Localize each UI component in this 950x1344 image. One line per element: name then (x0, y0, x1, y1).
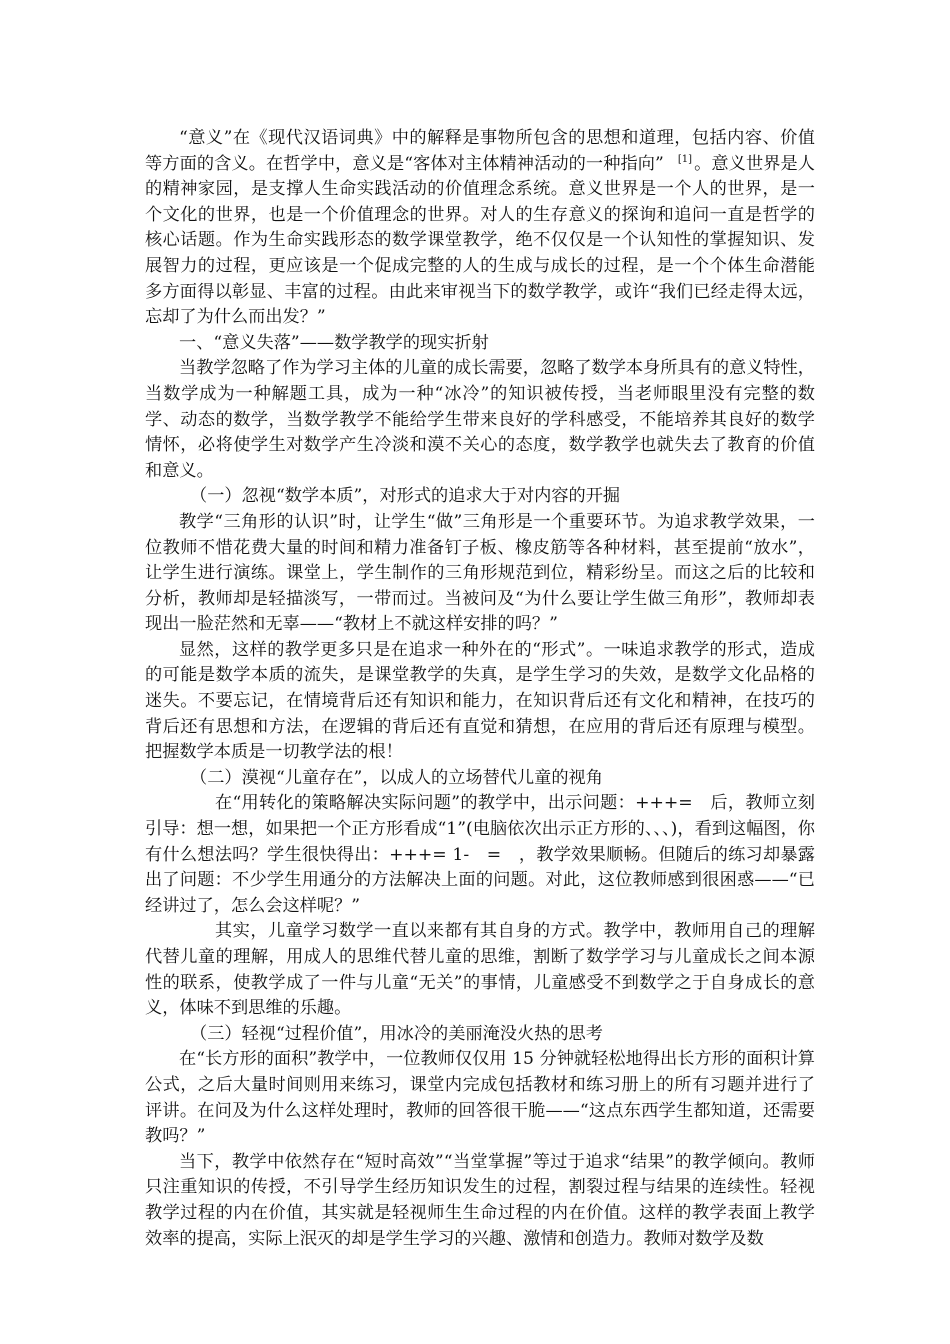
document-page (145, 126, 815, 1252)
result-orientation-paragraph: 当下，教学中依然存在“短时高效”“当堂掌握”等过于追求“结果”的教学倾向。教师只注重知识的传授，不引导学生经历知识发生的过程，割裂过程与结果的连续性。轻视教学过程的内在价值，其实就是轻视师生生命过程的内在价值。这样的教学表面上教学效率的提高，实际上泯灭的却是学生学习的兴趣、激情和创造力。教师对数学及数 (145, 1151, 815, 1249)
intro-paragraph (145, 126, 815, 331)
triangle-example-paragraph: 教学“三角形的认识”时，让学生“做”三角形是一个重要环节。为追求教学效果，一位教师不惜花费大量的时间和精力准备钉子板、橡皮筋等各种材料，甚至提前“放水”，让学生进行演练。课堂上，学生制作的三角形规范到位，精彩纷呈。而这之后的比较和分析，教师却是轻描淡写，一带而过。当被问及“为什么要让学生做三角形”，教师却表现出一脸茫然和无辜——“教材上不就这样安排的吗？” (145, 511, 815, 635)
intro-text-part-2: 。意义世界是人的精神家园，是支撑人生命实践活动的价值理念系统。意义世界是一个人的世界，是一个文化的世界，也是一个价值理念的世界。对人的生存意义的探询和追问一直是哲学的核心话题。作为生命实践形态的数学课堂教学，绝不仅仅是一个认知性的掌握知识、发展智力的过程，更应该是一个促成完整的人的生成与成长的过程，是一个个体生命潜能多方面得以彰显、丰富的过程。由此来审视当下的数学教学，或许“我们已经走得太远，忘却了为什么而出发？” (145, 153, 815, 328)
section-1-paragraph: 当教学忽略了作为学习主体的儿童的成长需要，忽略了数学本身所具有的意义特性，当数学成为一种解题工具，成为一种“冰冷”的知识被传授，当老师眼里没有完整的数学、动态的数学，当数学教学不能给学生带来良好的学科感受，不能培养其良好的数学情怀，必将使学生对数学产生冷淡和漠不关心的态度，数学教学也就失去了教育的价值和意义。 (145, 358, 815, 481)
essence-paragraph: 显然，这样的教学更多只是在追求一种外在的“形式”。一味追求教学的形式，造成的可能是数学本质的流失，是课堂教学的失真，是学生学习的失效，是数学文化品格的迷失。不要忘记，在情境背后还有知识和能力，在知识背后还有文化和精神，在技巧的背后还有思想和方法，在逻辑的背后还有直觉和猜想，在应用的背后还有原理与模型。把握数学本质是一切教学法的根！ (145, 639, 815, 763)
subsection-heading-2: （二）漠视“儿童存在”，以成人的立场替代儿童的视角 (190, 767, 603, 788)
subsection-heading-3: （三）轻视“过程价值”，用冰冷的美丽淹没火热的思考 (190, 1023, 603, 1044)
rectangle-example-paragraph: 在“长方形的面积”教学中，一位教师仅仅用 15 分钟就轻松地得出长方形的面积计算公式，之后大量时间则用来练习，课堂内完成包括教材和练习册上的所有习题并进行了评讲。在问及为什么这样处理时，教师的回答很干脆——“这点东西学生都知道，还需要教吗？” (145, 1049, 815, 1147)
child-learning-paragraph: 其实，儿童学习数学一直以来都有其自身的方式。教学中，教师用自己的理解代替儿童的理解，用成人的思维代替儿童的思维，割断了数学学习与儿童成长之间本源性的联系，使教学成了一件与儿童“无关”的事情，儿童感受不到数学之于自身成长的意义，体味不到思维的乐趣。 (145, 921, 815, 1019)
conversion-example-paragraph: 在“用转化的策略解决实际问题”的教学中，出示问题：+++= 后，教师立刻引导：想一想，如果把一个正方形看成“1”(电脑依次出示正方形的、、、)，看到这幅图，你有什么想法吗？学生很快得出：+++= 1- = ，教学效果顺畅。但随后的练习却暴露出了问题：不少学生用通分的方法解决上面的问题。对此，这位教师感到很困惑——“已经讲过了，怎么会这样呢？” (145, 793, 815, 916)
subsection-heading-1: （一）忽视“数学本质”，对形式的追求大于对内容的开掘 (190, 486, 621, 507)
intro-text-part-1: “意义”在《现代汉语词典》中的解释是事物所包含的思想和道理，包括内容、价值等方面的含义。在哲学中，意义是“客体对主体精神活动的一种指向” (145, 128, 815, 174)
section-heading-1: 一、“意义失落”——数学教学的现实折射 (179, 332, 489, 353)
citation-marker[interactable]: [1] (677, 153, 693, 165)
